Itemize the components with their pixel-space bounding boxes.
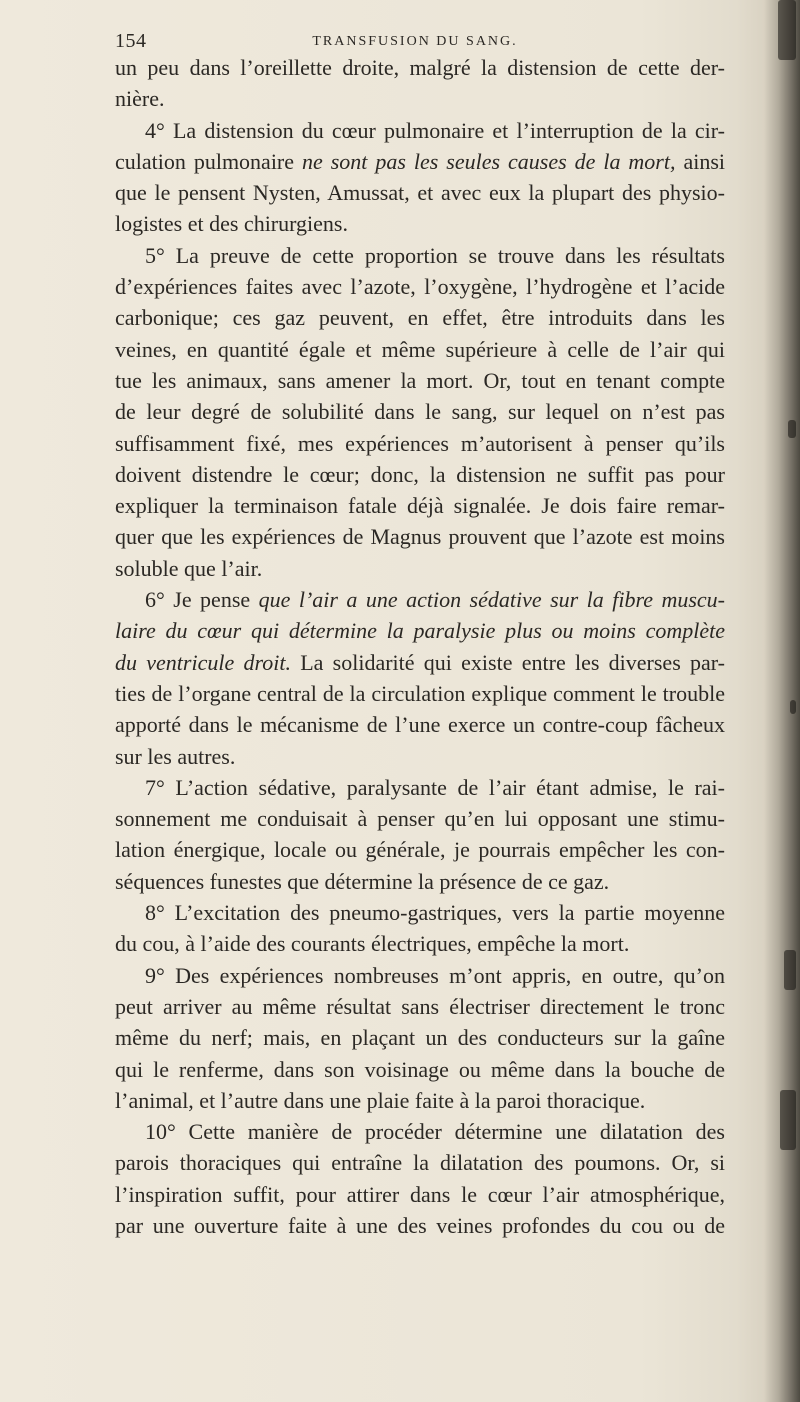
italic-segment: ne sont pas les seules causes de la mort, [301,148,676,174]
text-line: l’inspiration suffit, pour attirer dans le cœur l’air atmosphérique, [115,1181,725,1207]
text-line: quer que les expériences de Magnus prouvent que l’azote est moins [115,524,725,550]
text-line: expliquer la terminaison fatale déjà signalée. Je dois faire remar- [115,493,725,519]
text-line [115,647,725,678]
text-line: 5° La preuve de cette proportion se trouve dans les résultats [145,242,725,268]
text-segment: 6° Je pense [145,587,259,613]
text-line: qui le renferme, dans son voisinage ou même dans la bouche de [115,1056,725,1082]
text-line: d’expériences faites avec l’azote, l’oxygène, l’hydrogène et l’acide [115,274,725,300]
text-line: même du nerf; mais, en plaçant un des conducteurs sur la gaîne [115,1025,725,1051]
text-line [115,584,725,615]
text-line: lation énergique, locale ou générale, je pourrais empêcher les con- [115,837,725,863]
text-line: séquences funestes que détermine la présence de ce gaz. [115,868,610,894]
text-segment: ainsi [675,148,725,174]
text-line: par une ouverture faite à une des veines profondes du cou ou de [115,1212,725,1238]
text-line: peut arriver au même résultat sans électriser directement le tronc [115,993,725,1019]
text-line: tue les animaux, sans amener la mort. Or, tout en tenant compte [115,367,725,393]
text-segment: La solidarité qui existe entre les diverses par- [290,649,725,675]
text-line: doivent distendre le cœur; donc, la distension ne suffit pas pour [115,461,725,487]
page-number: 154 [115,30,147,52]
text-line: nière. [115,86,165,112]
text-line: que le pensent Nysten, Amussat, et avec eux la plupart des physio- [115,180,725,206]
italic-segment: du ventricule droit. [115,649,291,675]
text-line: veines, en quantité égale et même supérieure à celle de l’air qui [115,336,725,362]
text-line: 4° La distension du cœur pulmonaire et l’interruption de la cir- [145,117,725,143]
text-line: 7° L’action sédative, paralysante de l’air étant admise, le rai- [145,774,725,800]
body-text [115,52,725,1241]
running-head: TRANSFUSION DU SANG. [312,34,518,49]
text-line: un peu dans l’oreillette droite, malgré la distension de cette der- [115,55,725,80]
text-line: de leur degré de solubilité dans le sang, sur lequel on n’est pas [115,399,725,425]
text-line: sonnement me conduisait à penser qu’en lui opposant une stimu- [115,806,725,832]
text-line: suffisamment fixé, mes expériences m’autorisent à penser qu’ils [115,430,725,456]
text-line [115,615,725,646]
text-line: l’animal, et l’autre dans une plaie faite à la paroi thoracique. [115,1087,646,1113]
text-line: logistes et des chirurgiens. [115,211,348,237]
text-line: parois thoraciques qui entraîne la dilatation des poumons. Or, si [115,1150,725,1176]
text-line: 8° L’excitation des pneumo-gastriques, vers la partie moyenne [145,900,725,926]
text-line [115,146,725,177]
text-line: sur les autres. [115,743,236,769]
italic-segment: que l’air a une action sédative sur la fibre muscu- [258,587,725,613]
text-line: 9° Des expériences nombreuses m’ont appris, en outre, qu’on [145,962,725,988]
page-binding-edge [764,0,800,1402]
text-line: du cou, à l’aide des courants électriques, empêche la mort. [115,931,630,957]
text-line: 10° Cette manière de procéder détermine une dilatation des [145,1119,725,1145]
text-line: soluble que l’air. [115,555,263,581]
text-segment: culation pulmonaire [115,148,302,174]
text-line: apporté dans le mécanisme de l’une exerce un contre-coup fâcheux [115,712,725,738]
italic-segment: laire du cœur qui détermine la paralysie plus ou moins complète [115,618,725,644]
text-line: ties de l’organe central de la circulation explique comment le trouble [115,680,725,706]
text-line: carbonique; ces gaz peuvent, en effet, être introduits dans les [115,305,725,331]
